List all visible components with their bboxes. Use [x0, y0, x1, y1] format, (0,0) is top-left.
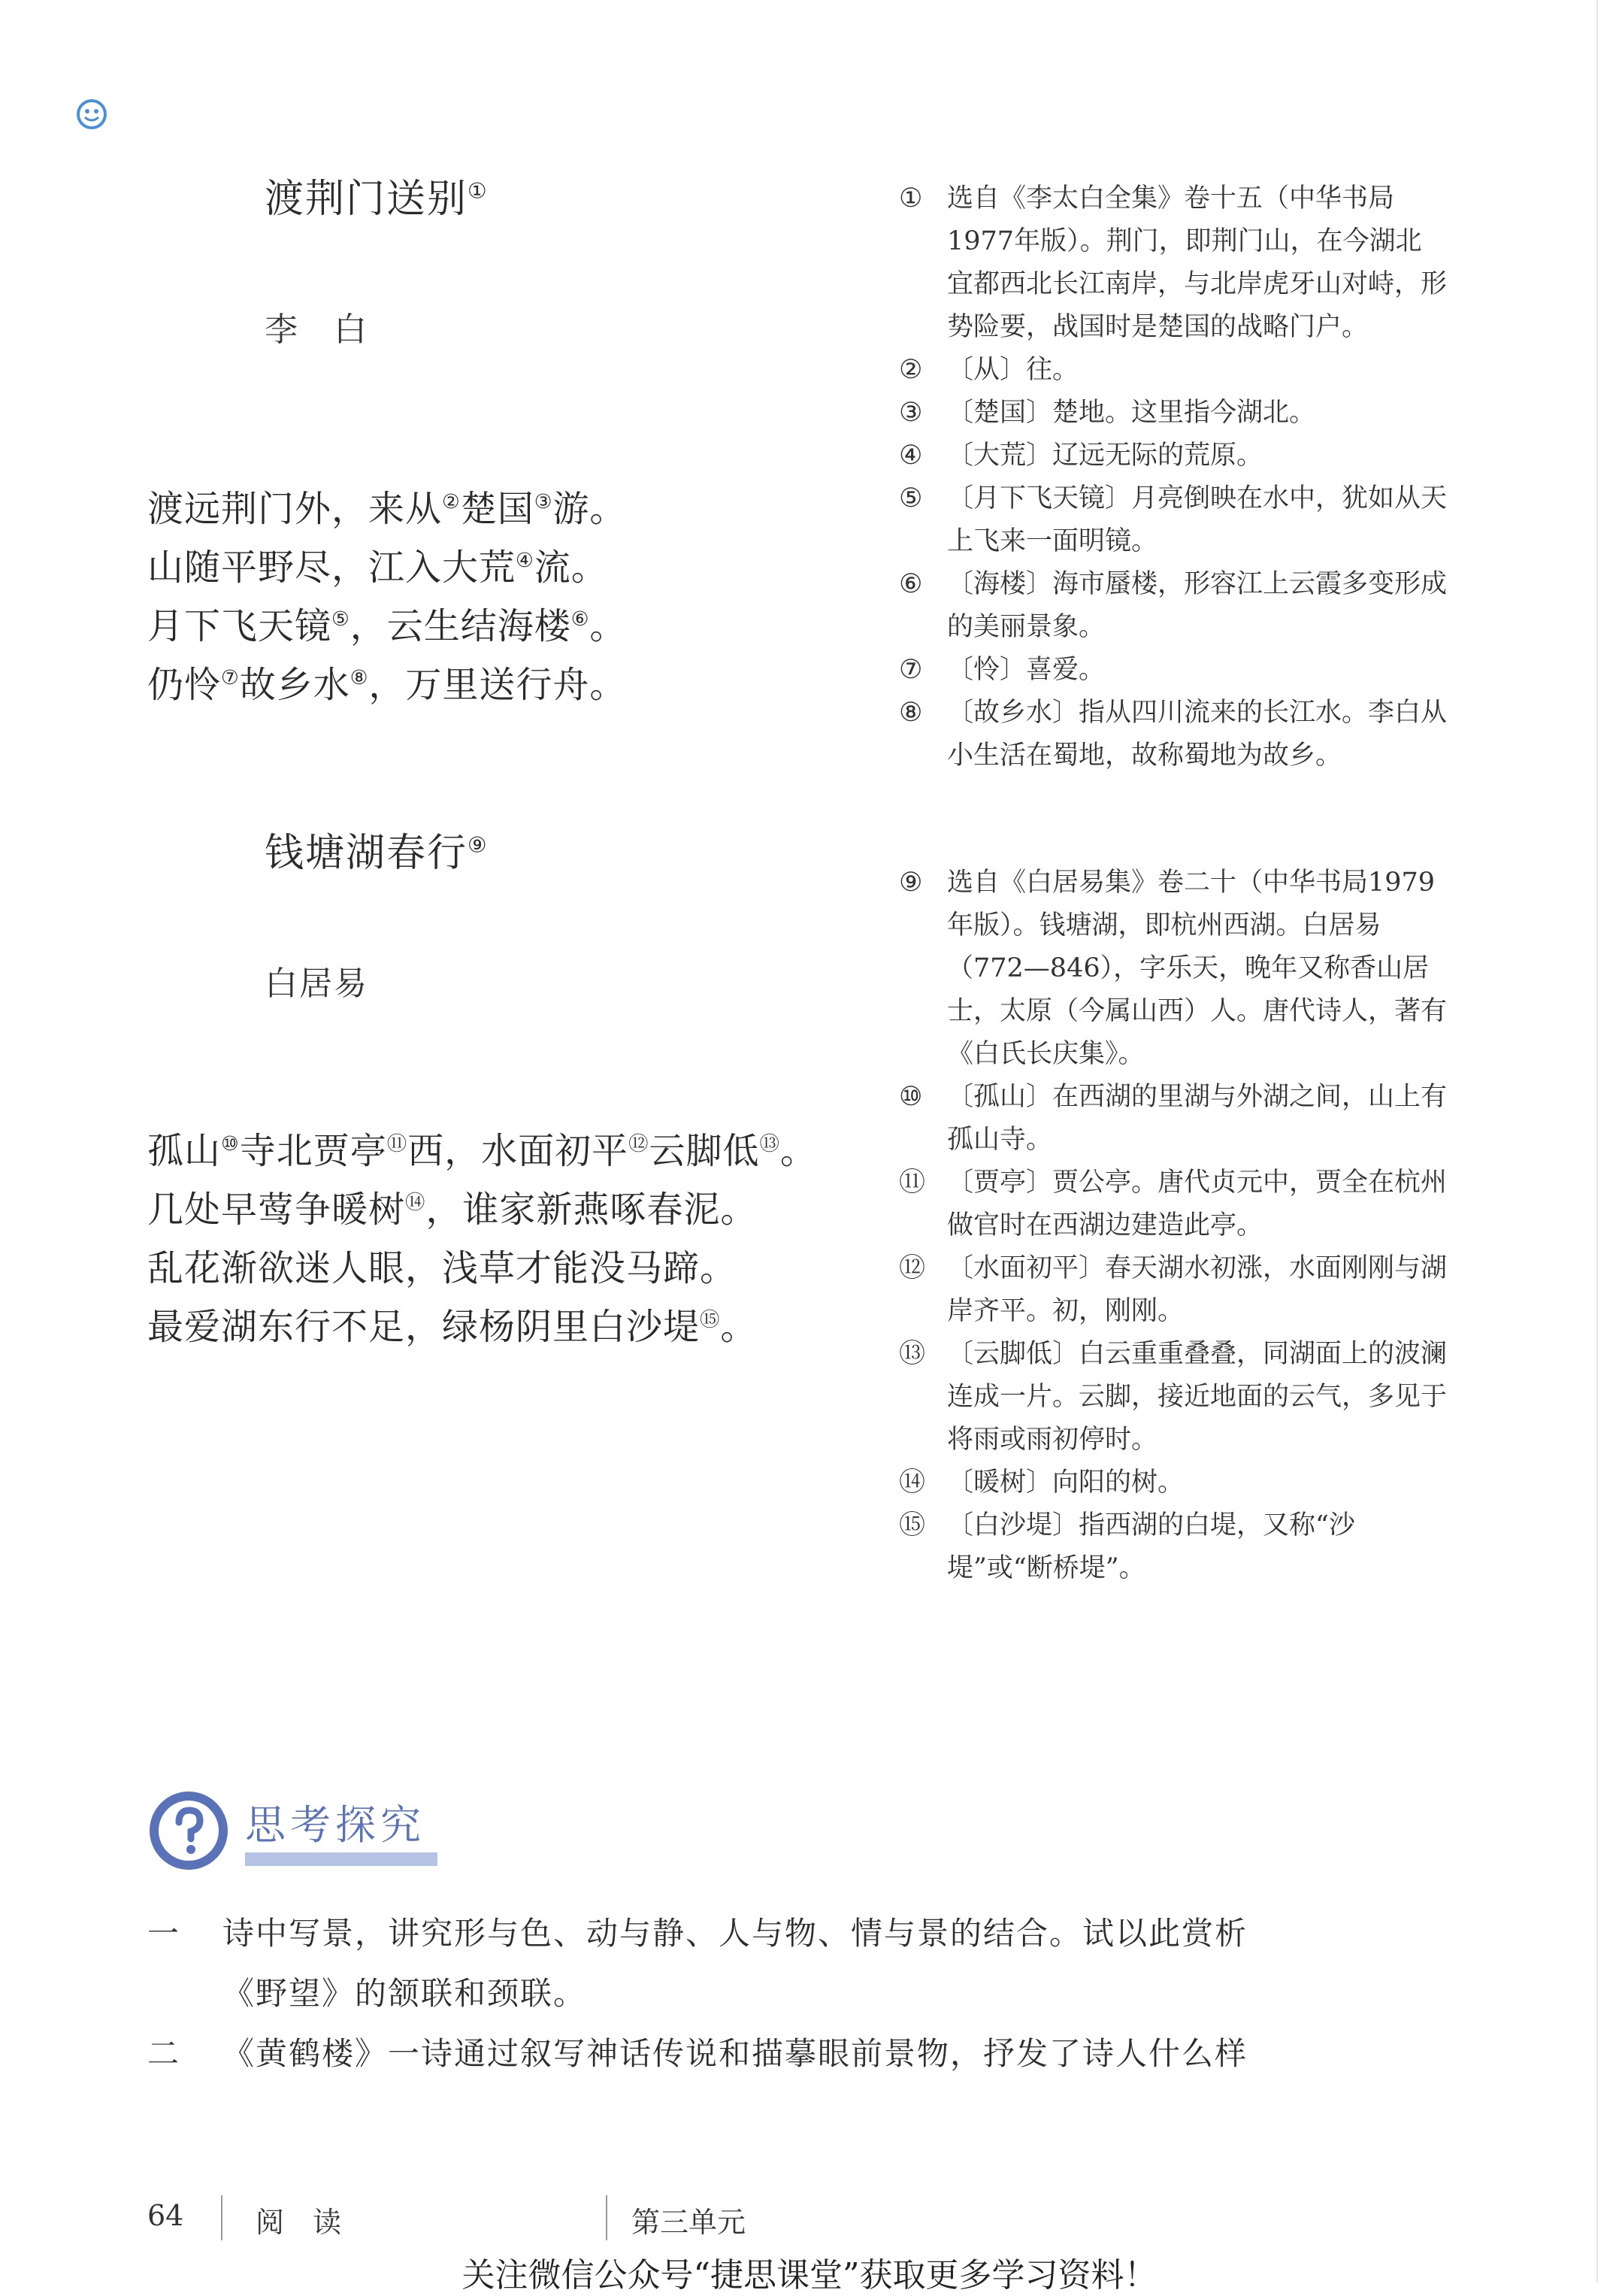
question-item: 二 《黄鹤楼》一诗通过叙写神话传说和描摹眼前景物，抒发了诗人什么样 [147, 2035, 1248, 2072]
note-item: ⑦ 〔怜〕喜爱。 [899, 655, 1106, 685]
poem-line: 几处早莺争暖树⑭，谁家新燕啄春泥。 [147, 1189, 758, 1231]
note-item: ③ 〔楚国〕楚地。这里指今湖北。 [899, 398, 1316, 428]
footer-divider [606, 2195, 607, 2240]
note-item: ⑫ 〔水面初平〕春天湖水初涨，水面刚刚与湖岸齐平。初，刚刚。 [899, 1253, 1448, 1326]
poem-author: 李 白 [265, 310, 368, 349]
poem-line: 最爱湖东行不足，绿杨阴里白沙堤⑮。 [147, 1306, 758, 1348]
promo-banner: 关注微信公众号“捷思课堂”获取更多学习资料！ [461, 2256, 1158, 2294]
question-item: 一 诗中写景，讲究形与色、动与静、人与物、情与景的结合。试以此赏析 《野望》的颔联和颈联。 [147, 1915, 1248, 2012]
page-edge-line [1596, 0, 1598, 2282]
note-item: ⑪ 〔贾亭〕贾公亭。唐代贞元中，贾全在杭州做官时在西湖边建造此亭。 [899, 1168, 1448, 1240]
poem-line: 乱花渐欲迷人眼，浅草才能没马蹄。 [147, 1247, 737, 1289]
poem-line: 山随平野尽，江入大荒④流。 [147, 547, 608, 589]
note-item: ⑤ 〔月下飞天镜〕月亮倒映在水中，犹如从天上飞来一面明镜。 [899, 483, 1448, 556]
poem-title: 渡荆门送别① [265, 177, 489, 222]
section-title: 思考探究 [245, 1801, 425, 1849]
note-item: ⑭ 〔暖树〕向阳的树。 [899, 1468, 1185, 1498]
note-item: ⑮ 〔白沙堤〕指西湖的白堤，又称“沙堤”或“断桥堤”。 [899, 1510, 1355, 1583]
note-mark: ① [468, 177, 489, 204]
page-number: 64 [147, 2199, 184, 2232]
note-item: ⑥ 〔海楼〕海市蜃楼，形容江上云霞多变形成的美丽景象。 [899, 569, 1448, 642]
question-mark-icon [147, 1789, 230, 1872]
note-item: ① 选自《李太白全集》卷十五（中华书局1977年版）。荆门，即荆门山，在今湖北宜都西北长江南岸，与北岸虎牙山对峙，形势险要，战国时是楚国的战略门户。 [899, 183, 1448, 342]
notes-poem2 [899, 862, 1448, 1590]
section-title-underline [245, 1852, 437, 1866]
note-item: ⑬ 〔云脚低〕白云重重叠叠，同湖面上的波澜连成一片。云脚，接近地面的云气，多见于将雨或雨初停时。 [899, 1339, 1448, 1455]
smiley-icon [75, 98, 108, 131]
poem-line: 月下飞天镜⑤，云生结海楼⑥。 [147, 605, 627, 647]
poem-author: 白居易 [265, 965, 368, 1003]
note-item: ⑩ 〔孤山〕在西湖的里湖与外湖之间，山上有孤山寺。 [899, 1082, 1448, 1155]
poem-title: 钱塘湖春行⑨ [265, 831, 489, 876]
note-mark: ⑨ [468, 831, 489, 858]
footer-section: 阅 读 [256, 2206, 342, 2239]
note-item: ⑨ 选自《白居易集》卷二十（中华书局1979年版）。钱塘湖，即杭州西湖。白居易（772—846），字乐天，晚年又称香山居士，太原（今属山西）人。唐代诗人，著有《白氏长庆集》。 [899, 868, 1448, 1069]
note-item: ④ 〔大荒〕辽远无际的荒原。 [899, 441, 1263, 471]
poem-line: 仍怜⑦故乡水⑧，万里送行舟。 [147, 664, 627, 706]
note-item: ② 〔从〕往。 [899, 355, 1079, 385]
footer-divider [221, 2195, 222, 2240]
poem-line: 渡远荆门外，来从②楚国③游。 [147, 488, 627, 530]
footer-unit: 第三单元 [631, 2206, 746, 2239]
poem-line: 孤山⑩寺北贾亭⑪西，水面初平⑫云脚低⑬。 [147, 1130, 817, 1172]
note-item: ⑧ 〔故乡水〕指从四川流来的长江水。李白从小生活在蜀地，故称蜀地为故乡。 [899, 698, 1448, 771]
notes-poem1 [899, 177, 1448, 777]
